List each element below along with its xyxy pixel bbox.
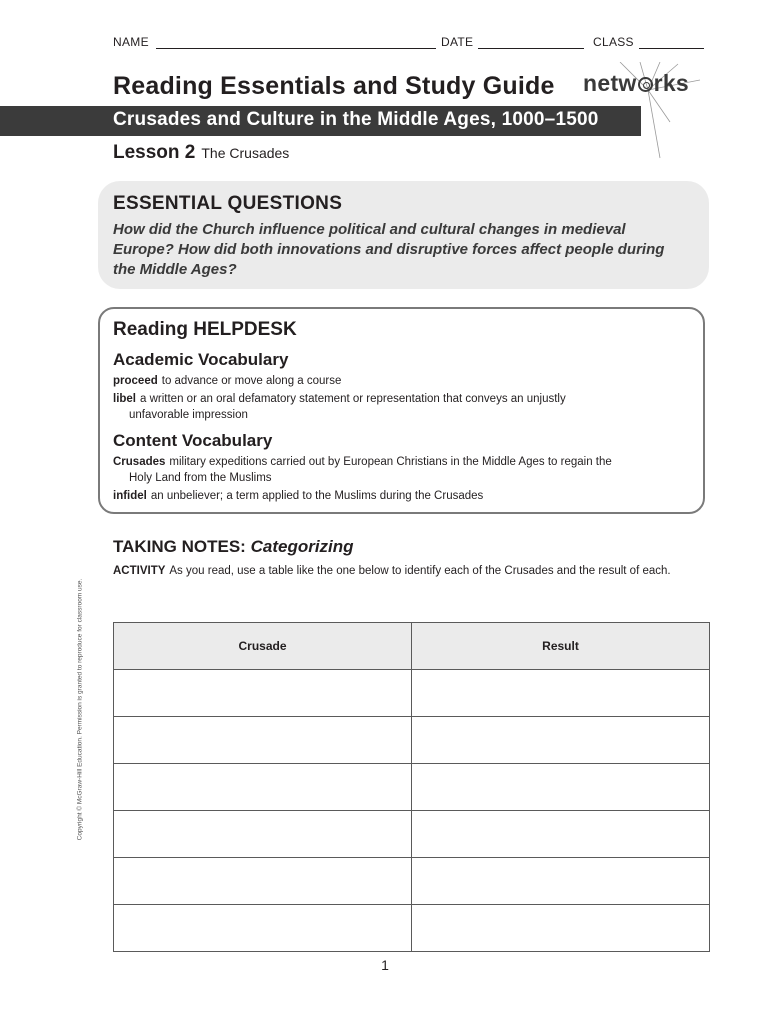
helpdesk-heading: Reading HELPDESK <box>113 319 297 340</box>
result-cell-5[interactable] <box>412 858 709 904</box>
vocab-definition: a written or an oral defamatory statement or representation that conveys an unjustly <box>140 393 566 405</box>
result-cell-3[interactable] <box>412 764 709 810</box>
result-cell-6[interactable] <box>412 905 709 951</box>
copyright-notice: Copyright © McGraw-Hill Education. Permission is granted to reproduce for classroom use. <box>76 578 84 841</box>
taking-notes-heading <box>113 537 354 557</box>
activity-instructions <box>113 562 705 580</box>
crusade-cell-5[interactable] <box>114 858 411 904</box>
vocab-definition: to advance or move along a course <box>161 375 342 387</box>
name-label: NAME <box>113 35 149 49</box>
crusade-cell-4[interactable] <box>114 811 411 857</box>
result-cell-4[interactable] <box>412 811 709 857</box>
result-cell-2[interactable] <box>412 717 709 763</box>
vocab-definition-continued: Holy Land from the Muslims <box>129 472 272 484</box>
vocab-term: Crusades <box>113 456 166 468</box>
taking-notes-skill: Categorizing <box>250 537 354 556</box>
logo-text-start: netw <box>583 70 637 96</box>
lesson-heading <box>113 142 289 164</box>
vocab-entry-proceed <box>113 373 698 389</box>
academic-vocabulary-heading: Academic Vocabulary <box>113 350 289 369</box>
class-label: CLASS <box>593 35 634 49</box>
crusade-cell-1[interactable] <box>114 670 411 716</box>
networks-logo <box>583 70 689 97</box>
result-cell-1[interactable] <box>412 670 709 716</box>
vocab-definition: military expeditions carried out by European Christians in the Middle Ages to regain the <box>169 456 612 468</box>
logo-o-icon <box>638 77 653 92</box>
date-label: DATE <box>441 35 474 49</box>
crusade-cell-3[interactable] <box>114 764 411 810</box>
table-header-crusade: Crusade <box>114 623 411 670</box>
date-field[interactable] <box>478 48 584 49</box>
vocab-term: infidel <box>113 490 147 502</box>
vocab-entry-crusades <box>113 454 698 486</box>
vocab-definition: an unbeliever; a term applied to the Muslims during the Crusades <box>150 490 484 502</box>
lesson-name: The Crusades <box>201 145 290 161</box>
crusades-table <box>113 622 710 952</box>
page-number: 1 <box>381 957 389 973</box>
crusade-cell-6[interactable] <box>114 905 411 951</box>
essential-questions-text: How did the Church influence political and cultural changes in medieval Europe? How did both innovations and disruptive forces affect people during the Middle Ages? <box>113 221 665 278</box>
vocab-definition-continued: unfavorable impression <box>129 409 248 421</box>
name-field[interactable] <box>156 48 436 49</box>
unit-title: Crusades and Culture in the Middle Ages, 1000–1500 <box>113 109 599 130</box>
lesson-number: Lesson 2 <box>113 142 196 163</box>
activity-label: ACTIVITY <box>113 565 166 577</box>
essential-questions-heading: ESSENTIAL QUESTIONS <box>113 193 343 214</box>
content-vocabulary-heading: Content Vocabulary <box>113 431 273 450</box>
taking-notes-label: TAKING NOTES: <box>113 537 246 556</box>
vocab-term: proceed <box>113 375 158 387</box>
table-header-result: Result <box>412 623 709 670</box>
vocab-term: libel <box>113 393 137 405</box>
vocab-entry-infidel <box>113 488 698 504</box>
page-title: Reading Essentials and Study Guide <box>113 72 555 100</box>
logo-text-end: rks <box>653 70 690 96</box>
vocab-entry-libel <box>113 391 698 423</box>
class-field[interactable] <box>639 48 704 49</box>
activity-text: As you read, use a table like the one below to identify each of the Crusades and the result of each. <box>169 565 671 577</box>
crusade-cell-2[interactable] <box>114 717 411 763</box>
